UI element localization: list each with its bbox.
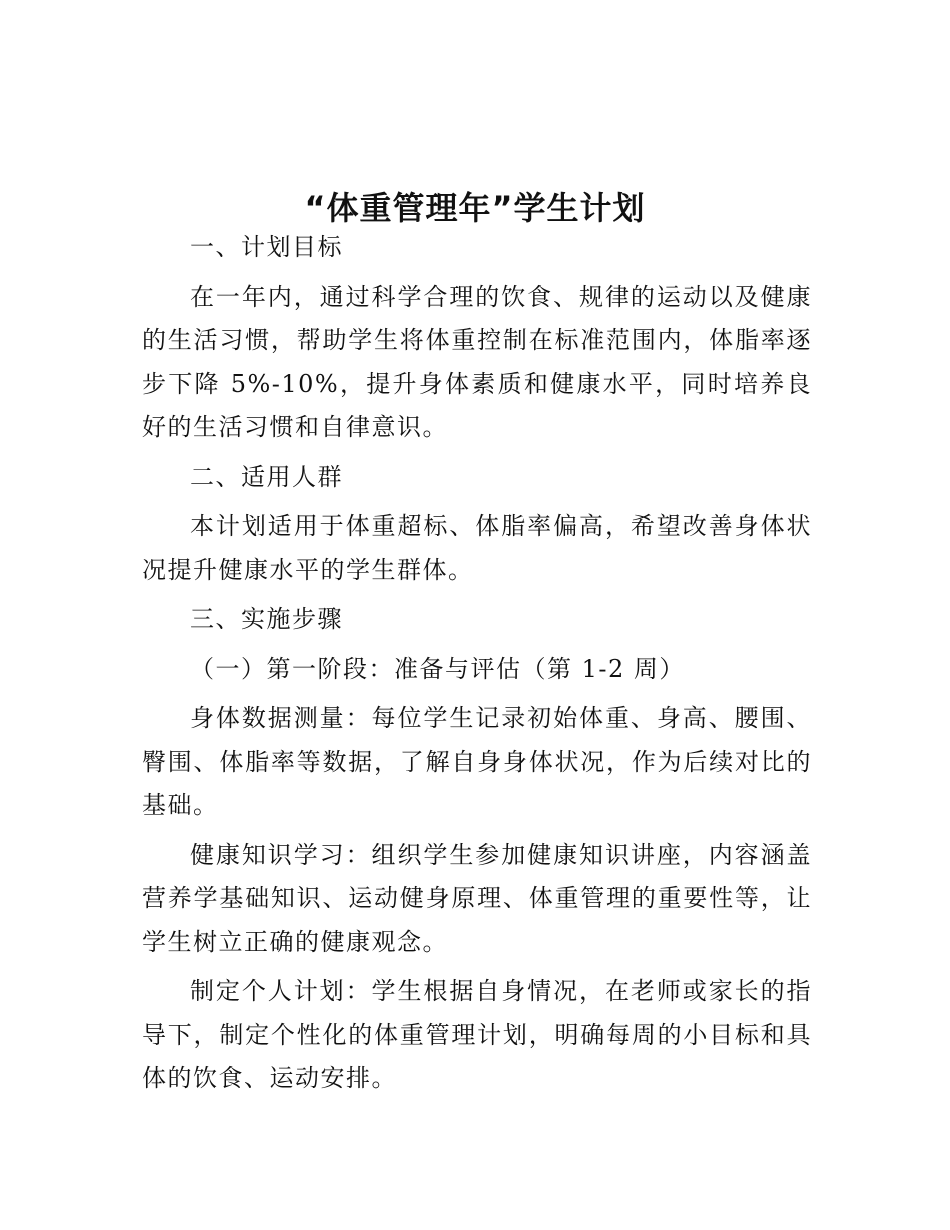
paragraph-personal-plan: 制定个人计划：学生根据自身情况，在老师或家长的指导下，制定个性化的体重管理计划，明确每周的小目标和具体的饮食、运动安排。 bbox=[142, 977, 812, 1092]
section-heading-goals: 一、计划目标 bbox=[190, 233, 343, 261]
document-title: “体重管理年”学生计划 bbox=[304, 189, 646, 228]
paragraph-health-knowledge: 健康知识学习：组织学生参加健康知识讲座，内容涵盖营养学基础知识、运动健身原理、体重管理的重要性等，让学生树立正确的健康观念。 bbox=[142, 840, 812, 956]
paragraph-goals: 在一年内，通过科学合理的饮食、规律的运动以及健康的生活习惯，帮助学生将体重控制在标准范围内，体脂率逐步下降 5%-10%，提升身体素质和健康水平，同时培养良好的生活习惯和自律意识。 bbox=[142, 282, 812, 441]
section-heading-steps: 三、实施步骤 bbox=[190, 605, 343, 633]
document-body bbox=[142, 226, 812, 1107]
subsection-heading-stage-one: （一）第一阶段：准备与评估（第 1-2 周） bbox=[190, 654, 685, 683]
section-heading-audience: 二、适用人群 bbox=[190, 462, 343, 491]
paragraph-audience: 本计划适用于体重超标、体脂率偏高，希望改善身体状况提升健康水平的学生群体。 bbox=[142, 512, 812, 584]
paragraph-body-measurement: 身体数据测量：每位学生记录初始体重、身高、腰围、臀围、体脂率等数据，了解自身身体状况，作为后续对比的基础。 bbox=[142, 704, 812, 819]
